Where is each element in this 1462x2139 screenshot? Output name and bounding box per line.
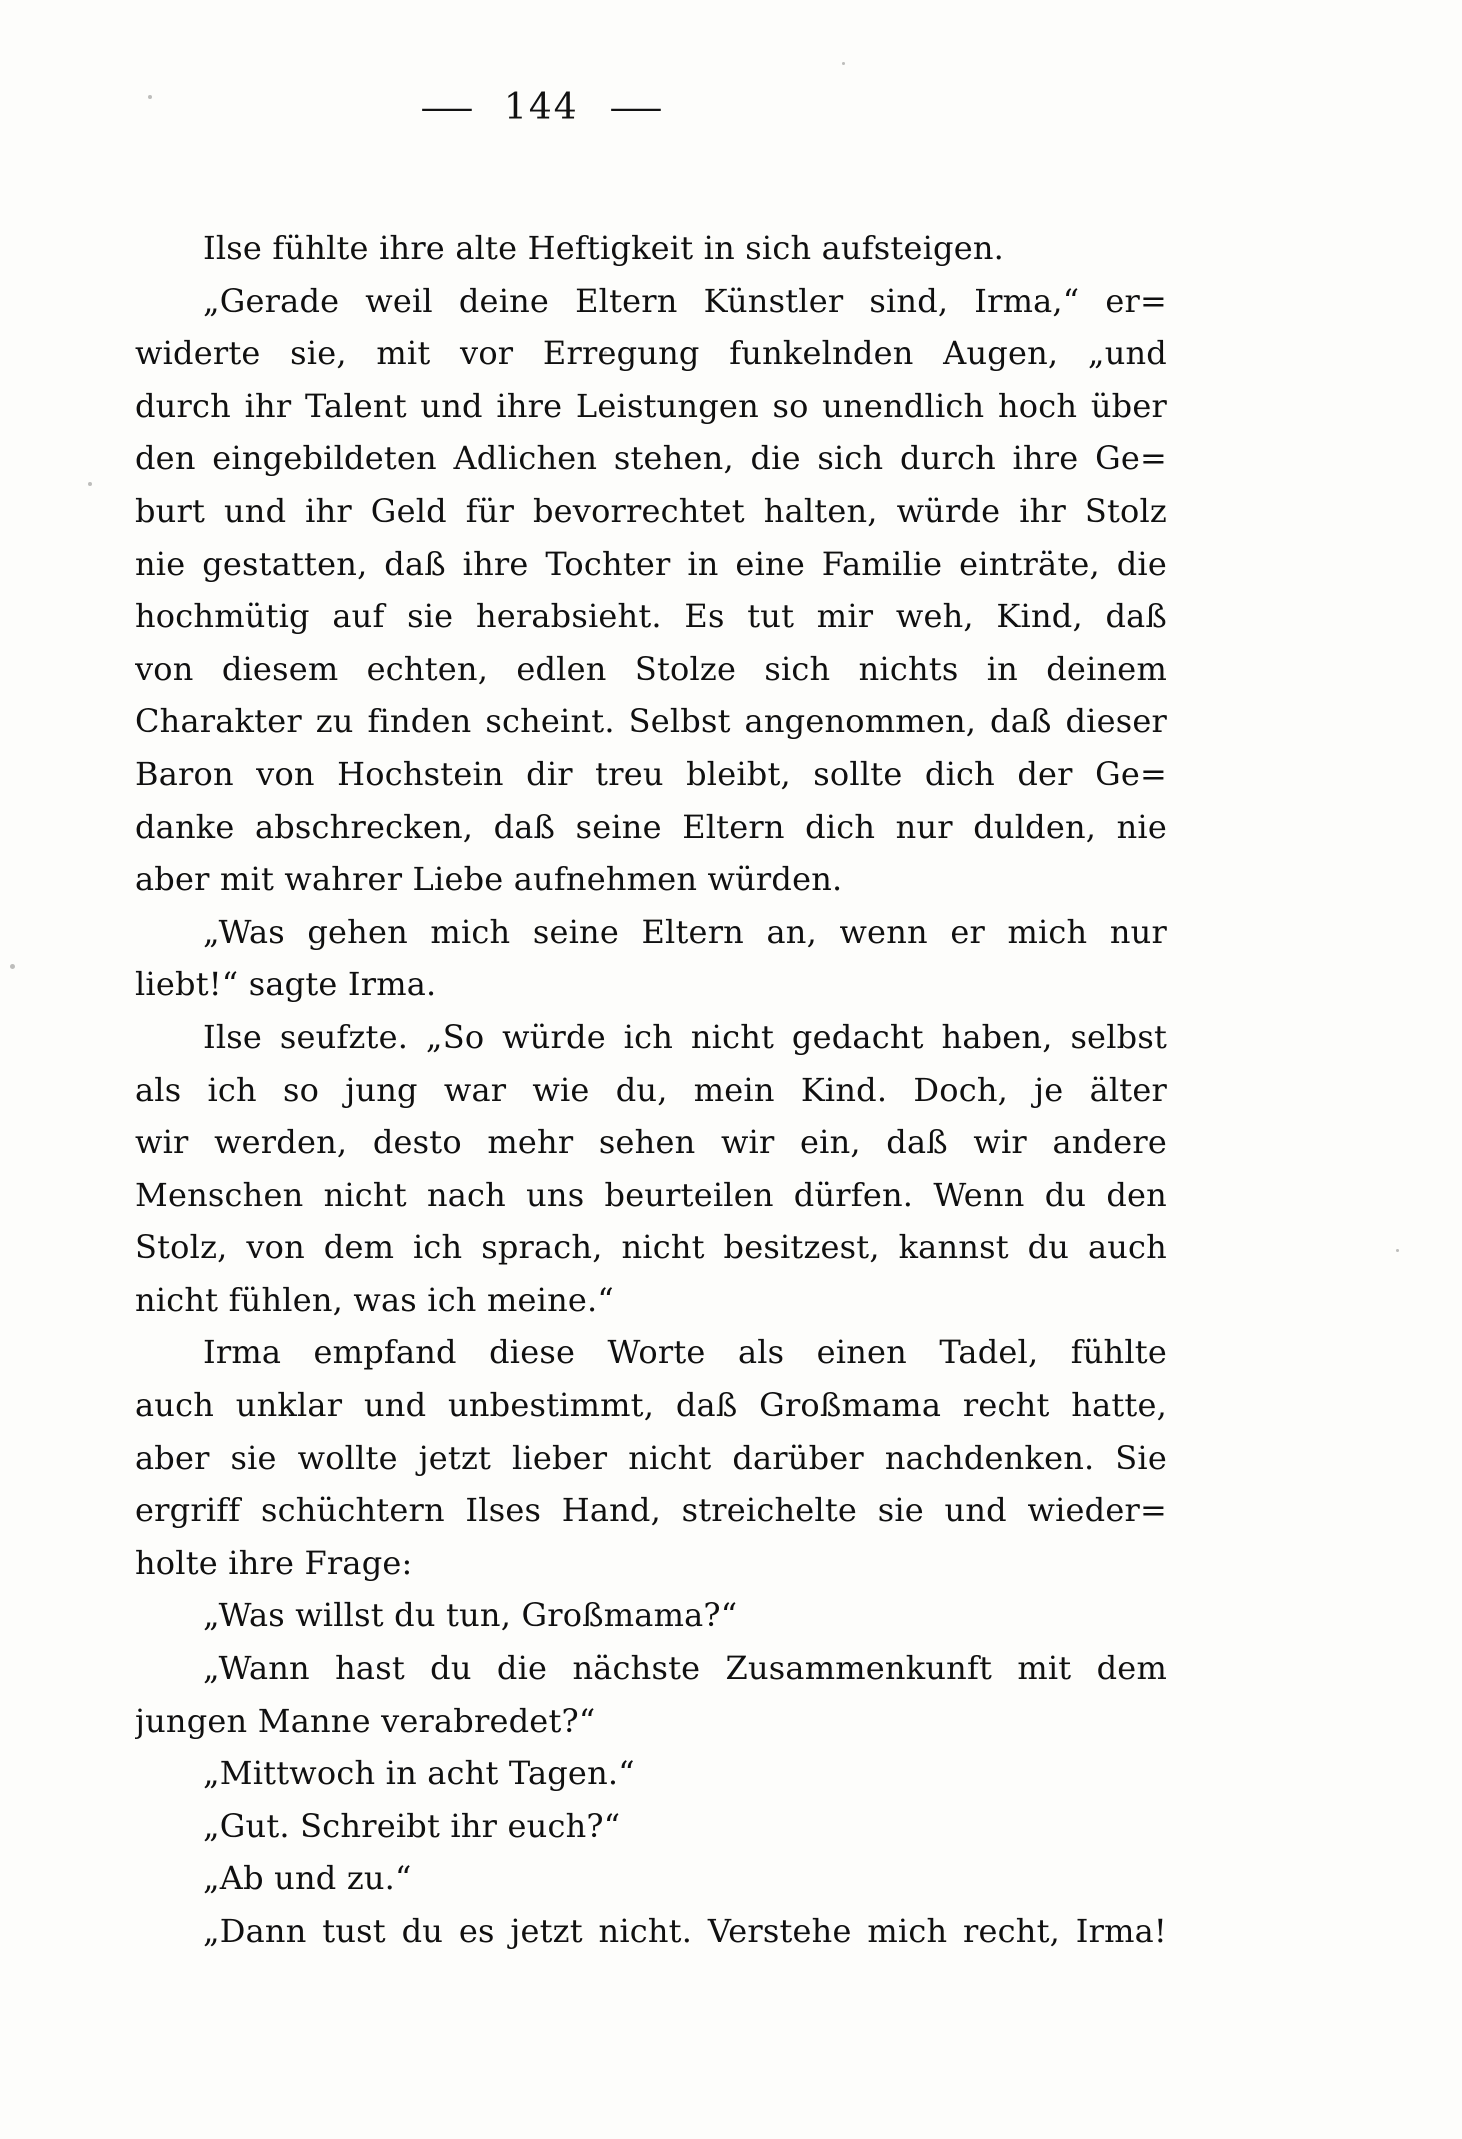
text-line: auch unklar und unbestimmt, daß Großmama recht hatte, [135, 1386, 1167, 1425]
text-line: jungen Manne verabredet?“ [135, 1701, 596, 1740]
text-line: widerte sie, mit vor Erregung funkelnden Augen, „und [135, 334, 1167, 373]
header-dash-left: — [419, 88, 475, 128]
text-line: Ilse seufzte. „So würde ich nicht gedacht haben, selbst [203, 1017, 1167, 1056]
text-line: „Was gehen mich seine Eltern an, wenn er mich nur [203, 912, 1167, 951]
text-line: durch ihr Talent und ihre Leistungen so unendlich hoch über [135, 386, 1167, 425]
text-line: Stolz, von dem ich sprach, nicht besitzest, kannst du auch [135, 1228, 1167, 1267]
scan-speck [148, 95, 152, 99]
text-line: hochmütig auf sie herabsieht. Es tut mir weh, Kind, daß [135, 597, 1167, 636]
text-line: Ilse fühlte ihre alte Heftigkeit in sich aufsteigen. [203, 229, 1005, 267]
page-number: 144 [504, 87, 579, 128]
scan-speck [10, 964, 15, 969]
text-line: burt und ihr Geld für bevorrechtet halten, würde ihr Stolz [135, 491, 1167, 530]
text-line: als ich so jung war wie du, mein Kind. Doch, je älter [135, 1070, 1167, 1109]
scan-speck [842, 62, 845, 65]
text-line: „Wann hast du die nächste Zusammenkunft mit dem [203, 1649, 1167, 1688]
text-line: holte ihre Frage: [135, 1543, 413, 1582]
header-dash-right: — [608, 88, 663, 128]
text-line: aber mit wahrer Liebe aufnehmen würden. [135, 860, 843, 899]
text-line: von diesem echten, edlen Stolze sich nichts in deinem [135, 649, 1167, 688]
text-line: den eingebildeten Adlichen stehen, die sich durch ihre Ge= [135, 439, 1167, 478]
scan-speck [604, 351, 607, 354]
body-text [135, 222, 1167, 1958]
text-line: nie gestatten, daß ihre Tochter in eine Familie einträte, die [135, 544, 1167, 583]
text-line: Charakter zu finden scheint. Selbst angenommen, daß dieser [135, 702, 1167, 741]
text-line: Irma empfand diese Worte als einen Tadel, fühlte [203, 1333, 1167, 1372]
text-line: Baron von Hochstein dir treu bleibt, sollte dich der Ge= [135, 754, 1167, 793]
text-line: „Gerade weil deine Eltern Künstler sind, Irma,“ er= [203, 281, 1167, 320]
text-line: danke abschrecken, daß seine Eltern dich nur dulden, nie [135, 807, 1167, 846]
page-header [419, 87, 663, 128]
text-line: Menschen nicht nach uns beurteilen dürfen. Wenn du den [135, 1175, 1167, 1214]
text-line: aber sie wollte jetzt lieber nicht darüber nachdenken. Sie [135, 1438, 1167, 1477]
text-line: „Ab und zu.“ [203, 1859, 412, 1898]
text-line: „Was willst du tun, Großmama?“ [203, 1596, 738, 1635]
scan-speck [1396, 1249, 1399, 1252]
text-line: „Gut. Schreibt ihr euch?“ [203, 1806, 621, 1845]
text-line: wir werden, desto mehr sehen wir ein, daß wir andere [135, 1123, 1167, 1162]
text-line: nicht fühlen, was ich meine.“ [135, 1280, 614, 1319]
text-line: „Mittwoch in acht Tagen.“ [203, 1754, 635, 1793]
text-line: ergriff schüchtern Ilses Hand, streichelte sie und wieder= [135, 1491, 1167, 1530]
text-line: „Dann tust du es jetzt nicht. Verstehe mich recht, Irma! [203, 1912, 1167, 1950]
text-line: liebt!“ sagte Irma. [135, 965, 437, 1004]
scan-speck [88, 482, 92, 486]
